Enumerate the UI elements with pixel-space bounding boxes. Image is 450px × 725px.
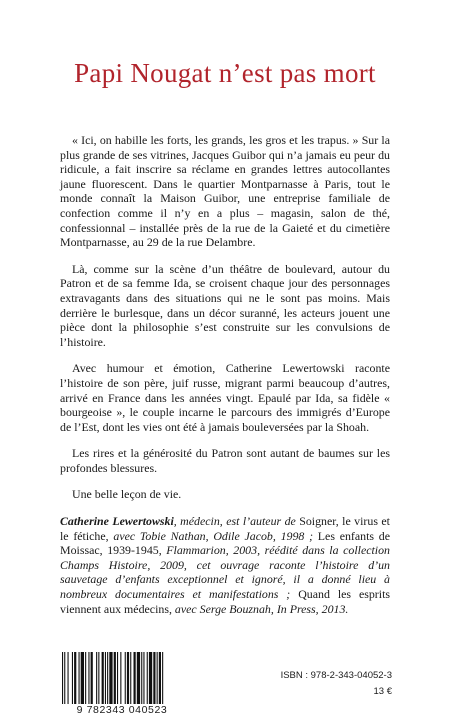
barcode-bar [109, 652, 112, 706]
paragraph: Les rires et la générosité du Patron sont autant de baumes sur les profondes blessures. [60, 446, 390, 475]
barcode-bar [68, 652, 69, 706]
book-title: Papi Nougat n’est pas mort [74, 58, 376, 88]
paragraph: Là, comme sur la scène d’un théâtre de boulevard, autour du Patron et de sa femme Ida, se croisent chaque jour des personnages extravagants dans des situations qui ne le sont pas moins. Mais derrière le burlesque, dans un décor suranné, les acteurs jouent une pièce dont la philosophie s’est construite sur les convulsions de l’histoire. [60, 261, 390, 349]
barcode-bar [98, 652, 99, 706]
barcode-bar [141, 652, 142, 706]
barcode-bar [72, 652, 73, 706]
paragraph: Une belle leçon de vie. [72, 487, 182, 502]
barcode-bar [117, 652, 118, 706]
barcode-bar [149, 652, 152, 706]
barcode-bar [107, 652, 108, 706]
paragraph: « Ici, on habille les forts, les grands, les gros et les trapus. » Sur la plus grande de ses vitrines, Jacques Guibor qui n’a jamais eu peur du ridicule, a fait inscrire sa réclame en grandes lettres autocollantes jaune fluorescent. Dans le quartier Montparnasse à Paris, tout le monde connaît la Maison Guibor, une entreprise familiale de confection comme il n’y en a plus – magasin, salon de thé, confessionnal – installée près de la rue de la Gaieté et du cimetière Montparnasse, au 29 de la rue Delambre. [60, 133, 390, 250]
barcode-bar [74, 652, 76, 706]
barcode-bar [88, 652, 89, 706]
barcode-bar [79, 652, 80, 706]
barcode-bar [137, 652, 140, 706]
barcode-bar [127, 652, 129, 706]
barcode-bar [147, 652, 148, 706]
barcode-bar [105, 652, 106, 706]
bio-segment: Flammarion, 2003, réédité dans la collection Champs Histoire, 2009, cet ouvrage raconte l’histoire d’un sauvetage d’enfants exceptionnel et ignoré, il a donné lieu à nombreux documentaires et manifestations ; [60, 543, 391, 602]
bio-segment: Soigner, le virus et le fétiche, [60, 514, 390, 543]
barcode-bar [102, 652, 104, 706]
barcode-bar [143, 652, 144, 706]
barcode-bar [64, 652, 65, 706]
barcode-bar [157, 652, 158, 706]
barcode-bar [159, 652, 161, 706]
price: 13 € [373, 686, 392, 697]
barcode-bars [60, 652, 184, 710]
barcode-bar [114, 652, 116, 706]
barcode-bar [162, 652, 163, 706]
barcode-bar [62, 652, 63, 706]
barcode-bar [125, 652, 126, 706]
paragraph: Avec humour et émotion, Catherine Lewertowski raconte l’histoire de son père, juif russe, migrant parmi beaucoup d’autres, arrivé en France dans les années vingt. Epaulé par Ida, sa fidèle « bourgeoise », le couple incarne le parcours des immigrés d’Europe de l’Est, dont les vies ont été à jamais bouleversées par la Shoah. [60, 361, 390, 434]
back-cover-text [60, 133, 390, 628]
bio-segment: , médecin, est l’auteur de [173, 514, 300, 529]
barcode [60, 652, 184, 716]
author-bio [60, 514, 390, 616]
barcode-bar [134, 652, 136, 706]
barcode-bar [91, 652, 93, 706]
author-name: Catherine Lewertowski [60, 514, 174, 529]
isbn: ISBN : 978-2-343-04052-3 [280, 670, 392, 681]
bio-segment: Quand les esprits viennent aux médecins, [60, 587, 390, 616]
bio-segment: Les enfants de Moissac, 1939-1945, [60, 528, 390, 558]
barcode-bar [85, 652, 86, 706]
barcode-bar [120, 652, 121, 706]
barcode-bar [96, 652, 97, 706]
bio-segment: avec Serge Bouznah, In Press, 2013. [174, 601, 349, 616]
barcode-bar [81, 652, 84, 706]
barcode-digits: 9 782343 040523 [58, 704, 186, 716]
barcode-bar [130, 652, 131, 706]
barcode-bar [153, 652, 155, 706]
bio-segment: avec Tobie Nathan, Odile Jacob, 1998 ; [113, 528, 318, 543]
